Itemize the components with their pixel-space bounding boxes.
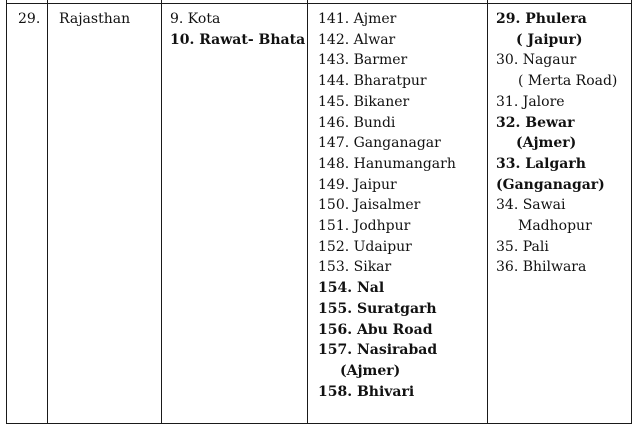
station-item: 154. Nal [318,280,385,297]
divisions-cell [170,9,305,50]
station-item: 32. Bewar [496,114,575,131]
station-item: 155. Suratgarh [318,300,437,317]
station-item: 147. Ganganagar [318,135,441,152]
station-item: 29. Phulera [496,11,587,27]
station-item: 149. Jaipur [318,176,397,193]
station-item: 146. Bundi [318,114,396,131]
serial-number: 29. [18,11,41,27]
table-border-left [6,0,7,424]
station-item: 158. Bhivari [318,383,415,400]
station-item-continuation: ( Jaipur) [516,31,583,48]
station-item-continuation: (Ganganagar) [496,176,605,193]
station-item-continuation: ( Merta Road) [518,73,618,90]
division-item: 10. Rawat- Bhata [170,31,306,48]
station-item: 31. Jalore [496,93,565,110]
table-bottom-border [6,423,632,424]
station-item: 143. Barmer [318,52,408,69]
station-item-continuation: Madhopur [518,218,592,235]
station-item: 141. Ajmer [318,11,397,27]
serial-number-cell [18,9,40,30]
column-divider-1 [47,0,48,424]
station-item-continuation: (Ajmer) [516,135,577,152]
station-item: 157. Nasirabad [318,342,438,359]
column-divider-2 [161,0,162,424]
division-item: 9. Kota [170,11,221,27]
station-item: 36. Bhilwara [496,259,587,276]
station-item: 151. Jodhpur [318,218,411,235]
station-item: 142. Alwar [318,31,396,48]
table-border-right [631,0,632,424]
station-item: 148. Hanumangarh [318,155,456,172]
station-item: 34. Sawai [496,197,566,214]
stations-list-b [496,9,617,278]
state-cell [59,9,130,30]
stations-list-a [318,9,456,402]
station-item: 145. Bikaner [318,93,410,110]
station-item: 156. Abu Road [318,321,433,338]
station-item: 33. Lalgarh [496,155,586,172]
station-item-continuation: (Ajmer) [340,362,401,379]
table-top-border [6,3,632,4]
state-name: Rajasthan [59,11,131,27]
station-item: 153. Sikar [318,259,392,276]
station-item: 30. Nagaur [496,52,577,69]
station-item: 35. Pali [496,238,549,255]
station-item: 144. Bharatpur [318,73,427,90]
station-item: 152. Udaipur [318,238,412,255]
station-item: 150. Jaisalmer [318,197,421,214]
column-divider-4 [487,0,488,424]
column-divider-3 [307,0,308,424]
